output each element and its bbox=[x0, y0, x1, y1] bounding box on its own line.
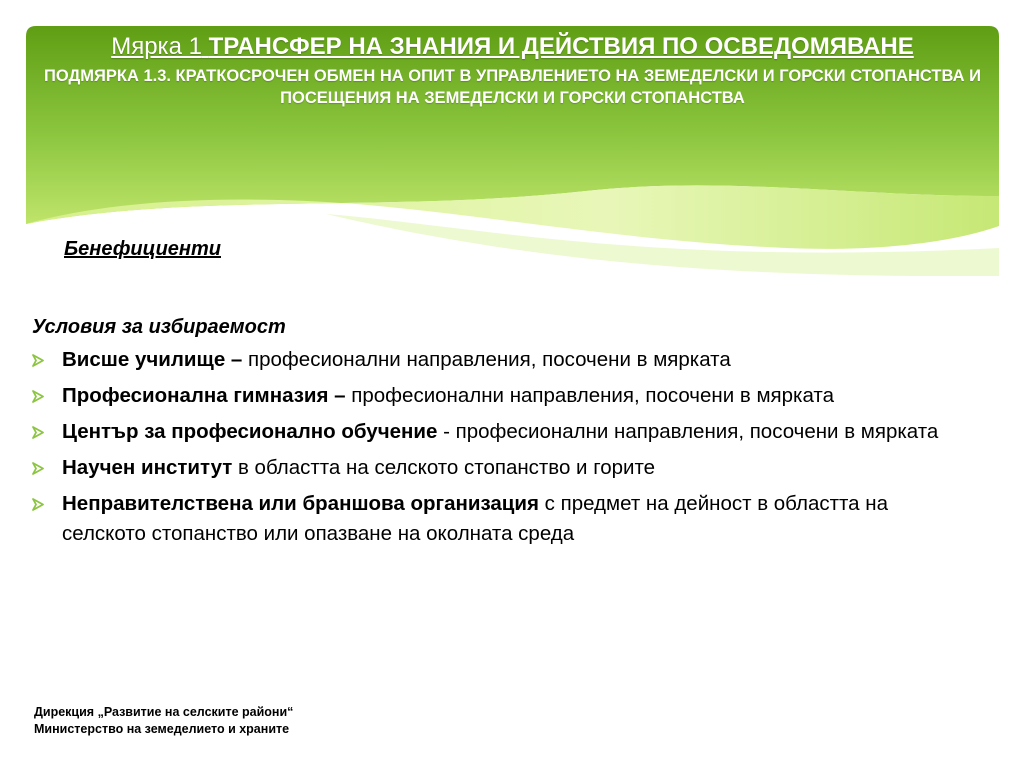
item-bold: Център за професионално обучение bbox=[62, 420, 438, 443]
item-bold: Професионална гимназия – bbox=[62, 384, 346, 407]
measure-label: Мярка 1 bbox=[111, 33, 202, 60]
list-item bbox=[32, 453, 972, 483]
item-bold: Висше училище – bbox=[62, 348, 243, 371]
item-bold: Неправителствена или браншова организация bbox=[62, 492, 539, 515]
item-text: - професионални направления, посочени в мярката bbox=[437, 420, 939, 443]
arrow-bullet-icon bbox=[32, 354, 45, 367]
list-item bbox=[32, 417, 972, 447]
item-text: с предмет на дейност в областта на селското стопанство или опазване на околната среда bbox=[62, 492, 888, 545]
item-text: професионални направления, посочени в мярката bbox=[345, 384, 834, 407]
submeasure-title: ПОДМЯРКА 1.3. КРАТКОСРОЧЕН ОБМЕН НА ОПИТ В УПРАВЛЕНИЕТО НА ЗЕМЕДЕЛСКИ И ГОРСКИ СТОПАНСТВА И ПОСЕЩЕНИЯ НА ЗЕМЕДЕЛСКИ И ГОРСКИ СТОПАНСТВА bbox=[44, 67, 981, 107]
eligibility-heading: Условия за избираемост bbox=[32, 316, 286, 338]
item-text: в областта на селското стопанство и горите bbox=[232, 456, 656, 479]
arrow-bullet-icon bbox=[32, 390, 45, 403]
footer-directorate: Дирекция „Развитие на селските райони“ bbox=[34, 705, 294, 719]
footer bbox=[34, 704, 293, 738]
list-item bbox=[32, 489, 972, 549]
measure-name: ТРАНСФЕР НА ЗНАНИЯ И ДЕЙСТВИЯ ПО ОСВЕДОМЯВАНЕ bbox=[208, 33, 914, 60]
list-item bbox=[32, 345, 972, 375]
eligibility-section bbox=[32, 316, 972, 555]
arrow-bullet-icon bbox=[32, 498, 45, 511]
item-text: професионални направления, посочени в мярката bbox=[242, 348, 731, 371]
header-text bbox=[30, 32, 995, 109]
measure-title bbox=[30, 32, 995, 61]
eligibility-list bbox=[32, 345, 972, 549]
arrow-bullet-icon bbox=[32, 462, 45, 475]
item-bold: Научен институт bbox=[62, 456, 233, 479]
beneficiaries-heading: Бенефициенти bbox=[64, 238, 221, 260]
arrow-bullet-icon bbox=[32, 426, 45, 439]
footer-ministry: Министерство на земеделието и храните bbox=[34, 722, 290, 736]
list-item bbox=[32, 381, 972, 411]
